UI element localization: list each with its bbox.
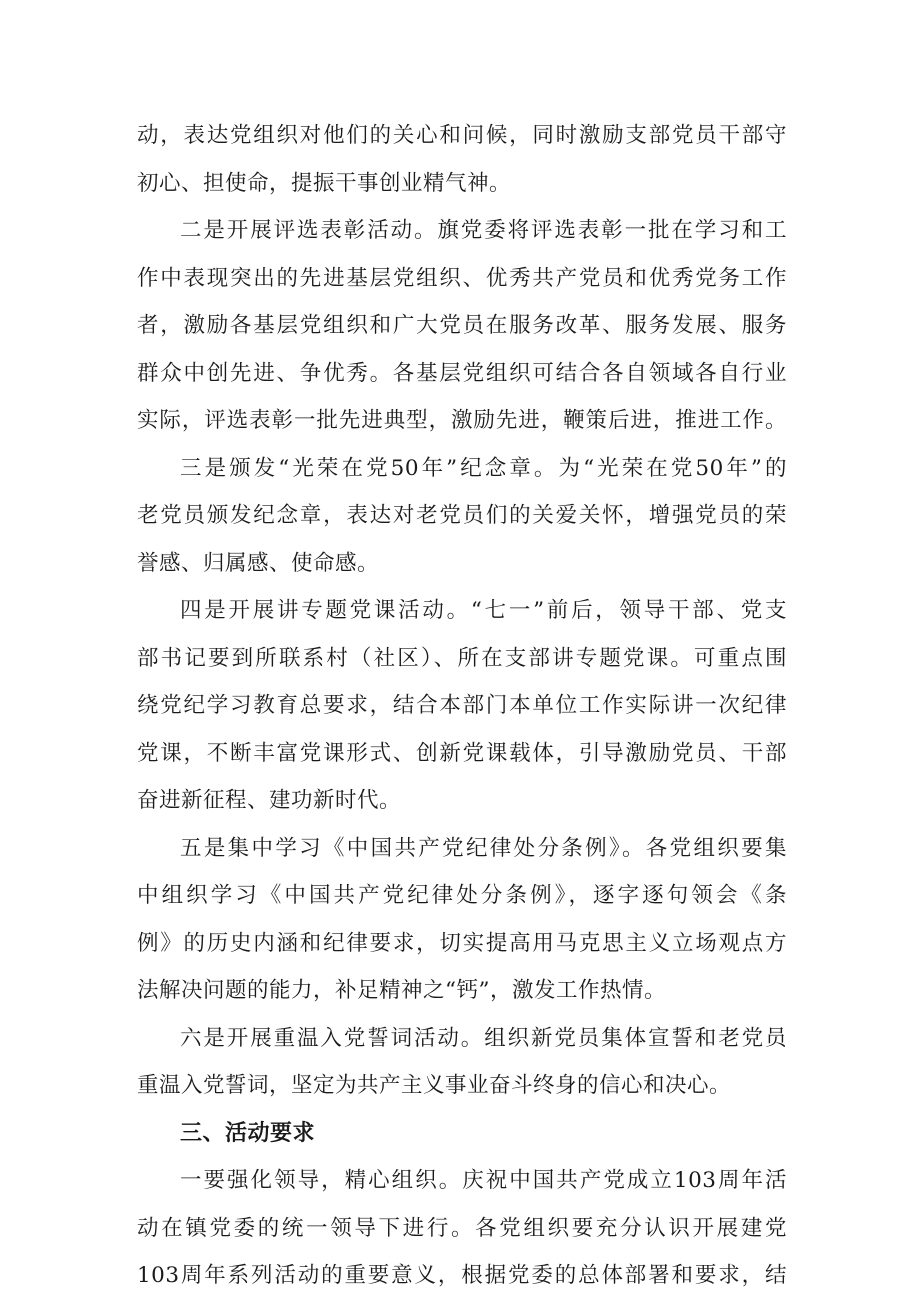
document-body <box>137 112 787 1300</box>
text-line: 者，激励各基层党组织和广大党员在服务改革、服务发展、服务 <box>137 313 787 338</box>
text-line: 一要强化领导，精心组织。庆祝中国共产党成立103周年活 <box>180 1168 787 1193</box>
text-line: 动，表达党组织对他们的关心和问候，同时激励支部党员干部守 <box>137 123 787 148</box>
text-line: 初心、担使命，提振干事创业精气神。 <box>137 170 512 196</box>
text-line: 群众中创先进、争优秀。各基层党组织可结合各自领域各自行业 <box>137 360 787 386</box>
text-line: 三是颁发“光荣在党50年”纪念章。为“光荣在党50年”的 <box>180 455 787 481</box>
text-line: 例》的历史内涵和纪律要求，切实提高用马克思主义立场观点方 <box>137 930 787 956</box>
text-line: 誉感、归属感、使命感。 <box>137 550 380 576</box>
text-line: 作中表现突出的先进基层党组织、优秀共产党员和优秀党务工作 <box>137 265 787 291</box>
text-line: 重温入党誓词，坚定为共产主义事业奋斗终身的信心和决心。 <box>137 1073 732 1098</box>
text-line: 动在镇党委的统一领导下进行。各党组织要充分认识开展建党 <box>137 1215 787 1241</box>
text-line: 六是开展重温入党誓词活动。组织新党员集体宣誓和老党员 <box>180 1025 787 1051</box>
text-line: 法解决问题的能力，补足精神之“钙”，激发工作热情。 <box>137 978 666 1003</box>
text-line: 老党员颁发纪念章，表达对老党员们的关爱关怀，增强党员的荣 <box>137 503 787 528</box>
text-line: 绕党纪学习教育总要求，结合本部门本单位工作实际讲一次纪律 <box>137 693 787 718</box>
text-line: 四是开展讲专题党课活动。“七一”前后，领导干部、党支 <box>180 598 787 623</box>
text-line: 中组织学习《中国共产党纪律处分条例》，逐字逐句领会《条 <box>137 883 787 908</box>
text-line: 实际，评选表彰一批先进典型，激励先进，鞭策后进，推进工作。 <box>137 408 787 433</box>
text-line: 党课，不断丰富党课形式、创新党课载体，引导激励党员、干部 <box>137 740 787 766</box>
text-line: 奋进新征程、建功新时代。 <box>137 788 402 813</box>
text-line: 五是集中学习《中国共产党纪律处分条例》。各党组织要集 <box>180 835 787 861</box>
text-line: 部书记要到所联系村（社区）、所在支部讲专题党课。可重点围 <box>137 645 787 671</box>
section-heading: 三、活动要求 <box>180 1120 316 1146</box>
text-line: 103周年系列活动的重要意义，根据党委的总体部署和要求，结 <box>137 1263 787 1288</box>
text-line: 二是开展评选表彰活动。旗党委将评选表彰一批在学习和工 <box>180 218 787 243</box>
